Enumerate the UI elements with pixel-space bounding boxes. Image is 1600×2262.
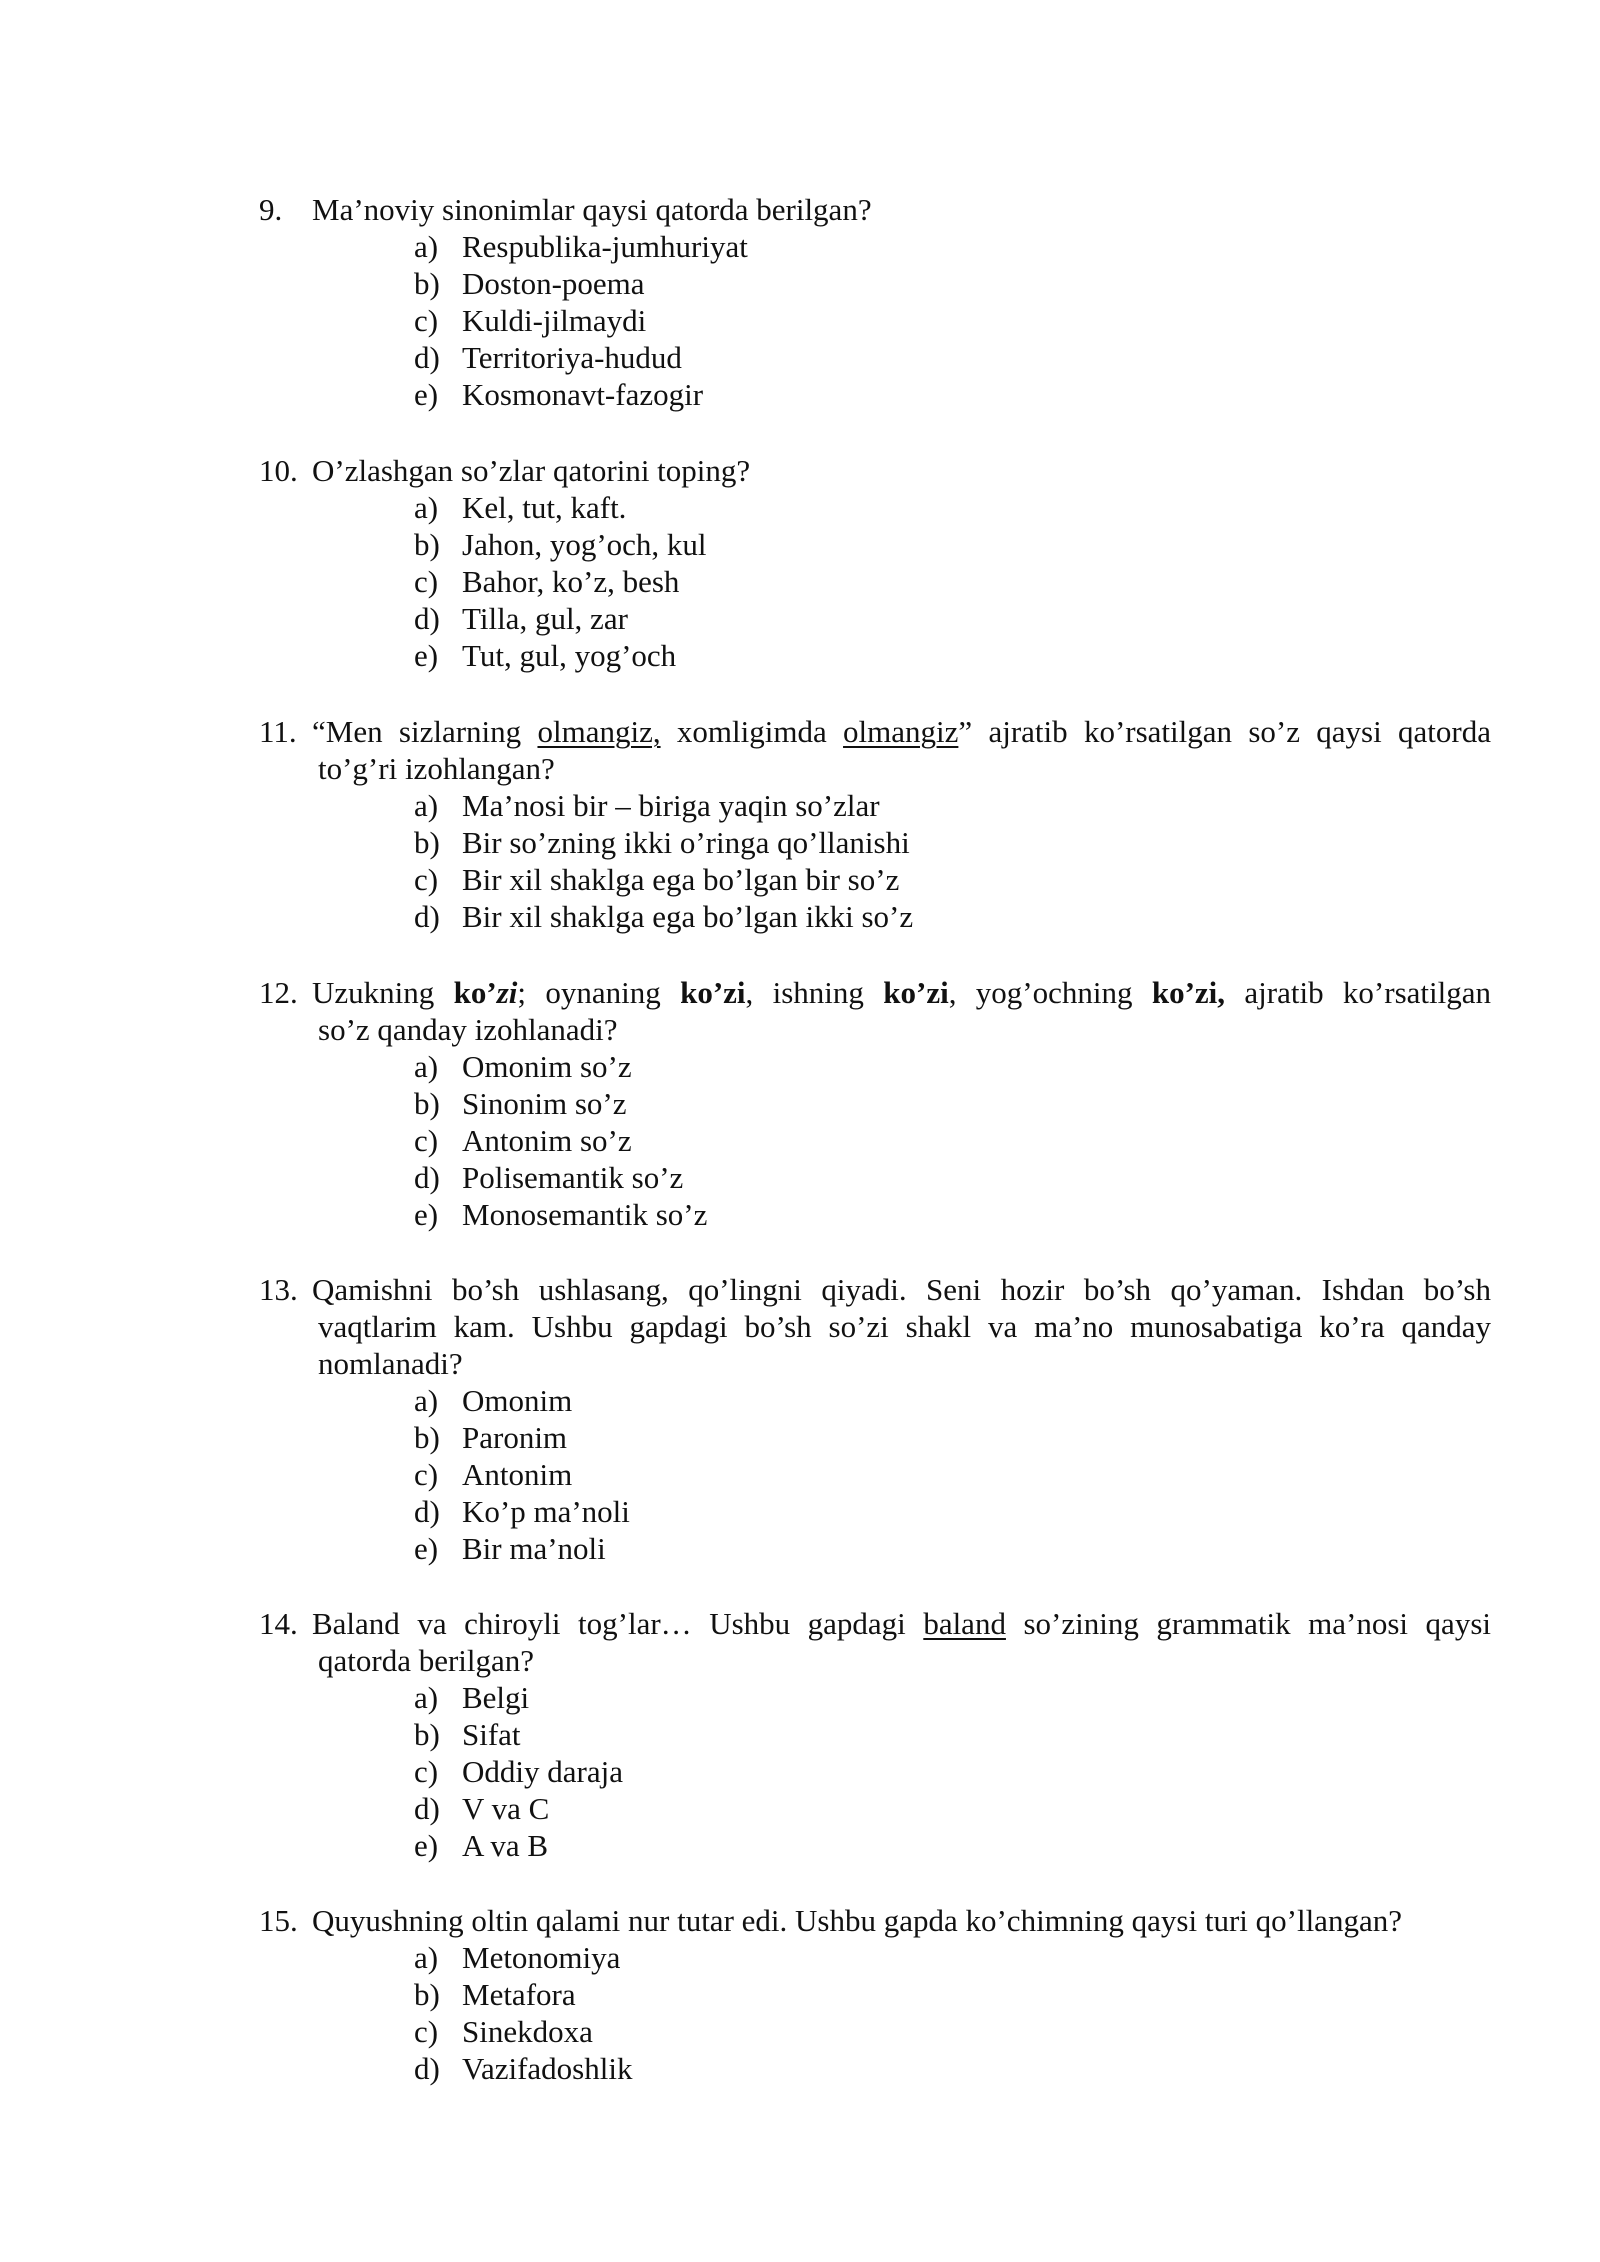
question-14 bbox=[259, 1605, 1491, 1864]
option-letter: d) bbox=[414, 1494, 440, 1529]
option-text: Omonim so’z bbox=[462, 1049, 632, 1084]
option-a bbox=[414, 1382, 1491, 1419]
text-run: ” ajratib ko’rsatilgan so’z qaysi qatorda bbox=[958, 714, 1492, 749]
option-letter: c) bbox=[414, 862, 439, 897]
option-letter: c) bbox=[414, 1754, 439, 1789]
option-letter: c) bbox=[414, 564, 439, 599]
option-b bbox=[414, 1419, 1491, 1456]
text-run: so’zining grammatik ma’nosi qaysi bbox=[1005, 1606, 1491, 1641]
option-c bbox=[414, 1456, 1491, 1493]
option-a bbox=[414, 1939, 1491, 1976]
bold-word: ko’zi, bbox=[1151, 975, 1226, 1010]
option-letter: b) bbox=[414, 825, 440, 860]
option-letter: c) bbox=[414, 303, 439, 338]
option-letter: d) bbox=[414, 899, 440, 934]
option-e bbox=[414, 1827, 1491, 1864]
option-text: Polisemantik so’z bbox=[462, 1160, 684, 1195]
option-text: Sinekdoxa bbox=[462, 2014, 593, 2049]
question-text-line bbox=[312, 713, 1491, 750]
option-a bbox=[414, 489, 1491, 526]
text-run: xomligimda bbox=[660, 714, 844, 749]
option-b bbox=[414, 526, 1491, 563]
option-b bbox=[414, 1716, 1491, 1753]
option-text: Metafora bbox=[462, 1977, 576, 2012]
question-number: 15. bbox=[259, 1903, 298, 1938]
option-d bbox=[414, 1493, 1491, 1530]
option-letter: e) bbox=[414, 1197, 439, 1232]
question-text: Ma’noviy sinonimlar qaysi qatorda berilgan? bbox=[312, 192, 872, 227]
option-text: Bir so’zning ikki o’ringa qo’llanishi bbox=[462, 825, 910, 860]
question-text bbox=[312, 974, 1491, 1011]
option-text: Paronim bbox=[462, 1420, 568, 1455]
option-e bbox=[414, 376, 1491, 413]
text-run: “Men sizlarning bbox=[312, 714, 538, 749]
question-text-line: nomlanadi? bbox=[318, 1346, 463, 1381]
options-list bbox=[259, 228, 1491, 413]
question-text bbox=[312, 713, 1491, 750]
option-text: Monosemantik so’z bbox=[462, 1197, 708, 1232]
option-text: Kuldi-jilmaydi bbox=[462, 303, 647, 338]
option-text: Tut, gul, yog’och bbox=[462, 638, 677, 673]
option-letter: b) bbox=[414, 1420, 440, 1455]
question-text-continuation bbox=[259, 1308, 1491, 1382]
option-b bbox=[414, 824, 1491, 861]
question-text-continuation: qatorda berilgan? bbox=[318, 1643, 535, 1678]
option-letter: c) bbox=[414, 2014, 439, 2049]
option-letter: a) bbox=[414, 490, 439, 525]
question-text-line bbox=[312, 1605, 1491, 1642]
option-letter: d) bbox=[414, 1791, 440, 1826]
option-e bbox=[414, 1530, 1491, 1567]
option-text: Kel, tut, kaft. bbox=[462, 490, 627, 525]
option-text: Sinonim so’z bbox=[462, 1086, 627, 1121]
option-letter: d) bbox=[414, 1160, 440, 1195]
option-letter: e) bbox=[414, 377, 439, 412]
text-run: , yog’ochning bbox=[948, 975, 1152, 1010]
question-10 bbox=[259, 452, 1491, 674]
option-text: Vazifadoshlik bbox=[462, 2051, 633, 2086]
option-c bbox=[414, 2013, 1491, 2050]
bold-word: ko’zi bbox=[883, 975, 949, 1010]
question-text: Quyushning oltin qalami nur tutar edi. Ushbu gapda ko’chimning qaysi turi qo’llangan? bbox=[312, 1903, 1402, 1938]
question-text-continuation: to’g’ri izohlangan? bbox=[318, 751, 555, 786]
option-b bbox=[414, 265, 1491, 302]
option-letter: a) bbox=[414, 1680, 439, 1715]
option-d bbox=[414, 2050, 1491, 2087]
question-text-line: vaqtlarim kam. Ushbu gapdagi bo’sh so’zi shakl va ma’no munosabatiga ko’ra qanday bbox=[318, 1309, 1491, 1344]
question-text-continuation: so’z qanday izohlanadi? bbox=[318, 1012, 618, 1047]
option-letter: c) bbox=[414, 1457, 439, 1492]
option-letter: a) bbox=[414, 229, 439, 264]
question-number: 11. bbox=[259, 714, 297, 749]
question-9 bbox=[259, 191, 1491, 413]
option-text: Bahor, ko’z, besh bbox=[462, 564, 680, 599]
question-text: O’zlashgan so’zlar qatorini toping? bbox=[312, 453, 751, 488]
option-b bbox=[414, 1085, 1491, 1122]
option-text: Metonomiya bbox=[462, 1940, 621, 1975]
underlined-word: olmangiz bbox=[843, 714, 959, 749]
question-number: 12. bbox=[259, 975, 298, 1010]
option-text: Doston-poema bbox=[462, 266, 645, 301]
option-c bbox=[414, 1753, 1491, 1790]
question-number: 9. bbox=[259, 192, 283, 227]
text-run: Uzukning bbox=[312, 975, 454, 1010]
option-letter: b) bbox=[414, 1086, 440, 1121]
options-list bbox=[259, 787, 1491, 935]
question-number: 10. bbox=[259, 453, 298, 488]
option-a bbox=[414, 1679, 1491, 1716]
option-text: Tilla, gul, zar bbox=[462, 601, 628, 636]
option-letter: a) bbox=[414, 788, 439, 823]
option-letter: d) bbox=[414, 601, 440, 636]
option-a bbox=[414, 228, 1491, 265]
option-text: Kosmonavt-fazogir bbox=[462, 377, 704, 412]
text-run: ; oynaning bbox=[517, 975, 681, 1010]
option-text: V va C bbox=[462, 1791, 550, 1826]
option-text: Antonim so’z bbox=[462, 1123, 632, 1158]
question-number: 14. bbox=[259, 1606, 298, 1641]
underlined-word: baland bbox=[923, 1606, 1006, 1641]
options-list bbox=[259, 489, 1491, 674]
bold-word: ko’ bbox=[453, 975, 497, 1010]
option-letter: e) bbox=[414, 1828, 439, 1863]
option-letter: b) bbox=[414, 1717, 440, 1752]
option-b bbox=[414, 1976, 1491, 2013]
option-text: Belgi bbox=[462, 1680, 530, 1715]
option-c bbox=[414, 302, 1491, 339]
option-a bbox=[414, 787, 1491, 824]
option-text: A va B bbox=[462, 1828, 549, 1863]
option-d bbox=[414, 339, 1491, 376]
option-c bbox=[414, 1122, 1491, 1159]
option-text: Jahon, yog’och, kul bbox=[462, 527, 707, 562]
option-letter: b) bbox=[414, 266, 440, 301]
option-text: Omonim bbox=[462, 1383, 573, 1418]
question-text-line bbox=[312, 974, 1491, 1011]
options-list bbox=[259, 1382, 1491, 1567]
option-e bbox=[414, 1196, 1491, 1233]
option-a bbox=[414, 1048, 1491, 1085]
option-letter: e) bbox=[414, 1531, 439, 1566]
option-letter: a) bbox=[414, 1383, 439, 1418]
question-12 bbox=[259, 974, 1491, 1233]
question-13 bbox=[259, 1271, 1491, 1567]
option-c bbox=[414, 563, 1491, 600]
option-d bbox=[414, 1159, 1491, 1196]
bold-italic-word: zi bbox=[496, 975, 518, 1010]
bold-word: ko’zi bbox=[680, 975, 746, 1010]
option-letter: b) bbox=[414, 527, 440, 562]
option-text: Bir ma’noli bbox=[462, 1531, 606, 1566]
option-text: Oddiy daraja bbox=[462, 1754, 623, 1789]
option-letter: e) bbox=[414, 638, 439, 673]
option-text: Antonim bbox=[462, 1457, 573, 1492]
option-d bbox=[414, 600, 1491, 637]
question-number: 13. bbox=[259, 1272, 298, 1307]
option-e bbox=[414, 637, 1491, 674]
text-run: Baland va chiroyli tog’lar… Ushbu gapdagi bbox=[312, 1606, 924, 1641]
text-run: ajratib ko’rsatilgan bbox=[1225, 975, 1491, 1010]
text-run: , ishning bbox=[745, 975, 884, 1010]
option-text: Territoriya-hudud bbox=[462, 340, 682, 375]
option-d bbox=[414, 898, 1491, 935]
option-text: Ma’nosi bir – biriga yaqin so’zlar bbox=[462, 788, 880, 823]
option-letter: b) bbox=[414, 1977, 440, 2012]
options-list bbox=[259, 1679, 1491, 1864]
option-text: Respublika-jumhuriyat bbox=[462, 229, 748, 264]
question-11 bbox=[259, 713, 1491, 935]
question-15 bbox=[259, 1902, 1491, 2087]
option-text: Bir xil shaklga ega bo’lgan ikki so’z bbox=[462, 899, 914, 934]
option-text: Sifat bbox=[462, 1717, 521, 1752]
option-c bbox=[414, 861, 1491, 898]
option-letter: d) bbox=[414, 2051, 440, 2086]
option-letter: a) bbox=[414, 1940, 439, 1975]
option-letter: c) bbox=[414, 1123, 439, 1158]
options-list bbox=[259, 1048, 1491, 1233]
option-text: Ko’p ma’noli bbox=[462, 1494, 630, 1529]
options-list bbox=[259, 1939, 1491, 2087]
question-text-line: Qamishni bo’sh ushlasang, qo’lingni qiyadi. Seni hozir bo’sh qo’yaman. Ishdan bo’sh bbox=[312, 1272, 1491, 1307]
option-letter: a) bbox=[414, 1049, 439, 1084]
question-text bbox=[312, 1605, 1491, 1642]
option-letter: d) bbox=[414, 340, 440, 375]
option-d bbox=[414, 1790, 1491, 1827]
option-text: Bir xil shaklga ega bo’lgan bir so’z bbox=[462, 862, 900, 897]
question-text bbox=[312, 1271, 1491, 1308]
underlined-word: olmangiz, bbox=[537, 714, 661, 749]
